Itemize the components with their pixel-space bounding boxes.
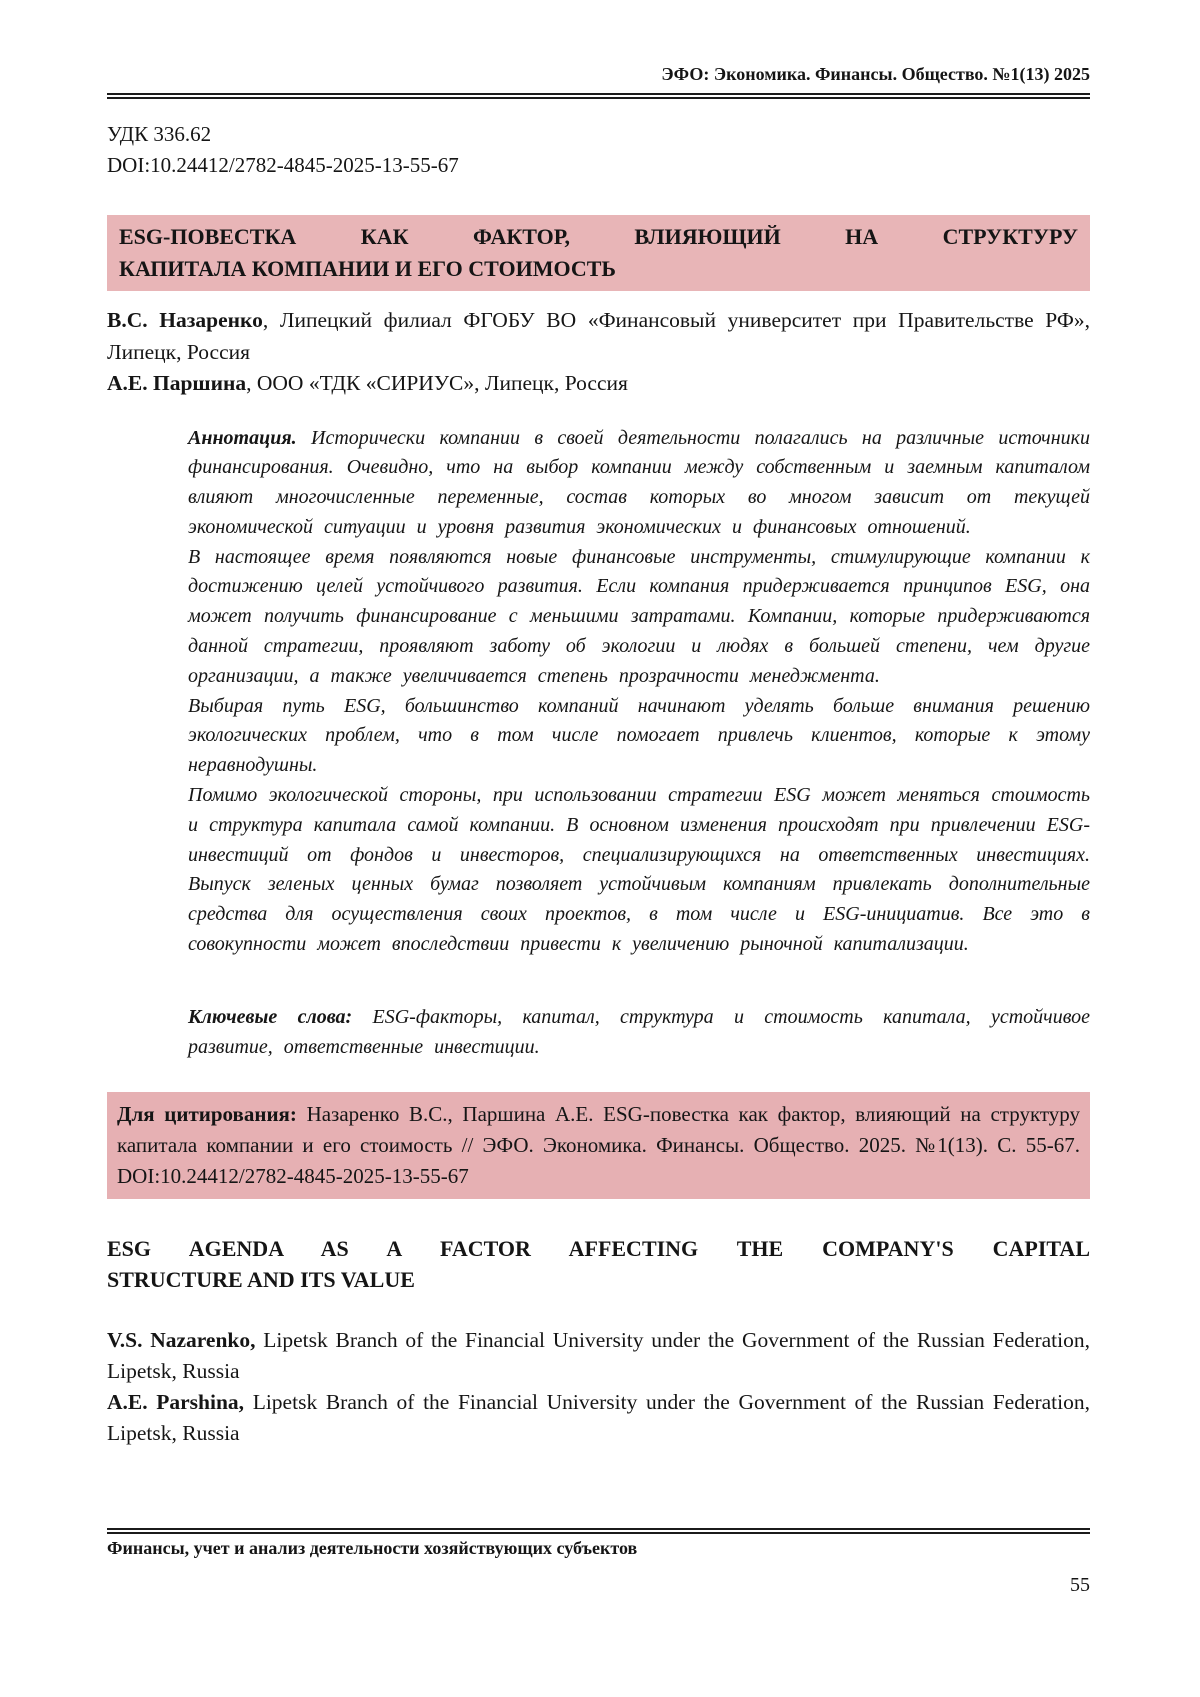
keywords-label: Ключевые слова: bbox=[188, 1005, 353, 1028]
journal-header: ЭФО: Экономика. Финансы. Общество. №1(13) 2025 bbox=[661, 64, 1090, 84]
author-ru-1 bbox=[107, 305, 1090, 368]
page-footer bbox=[107, 1528, 1090, 1597]
keywords-text: ESG-факторы, капитал, структура и стоимость капитала, устойчивое развитие, ответственные инвестиции. bbox=[188, 1005, 1091, 1058]
citation-label: Для цитирования: bbox=[117, 1101, 297, 1126]
article-title-en-line-1: ESG AGENDA AS A FACTOR AFFECTING THE COMPANY'S CAPITAL bbox=[107, 1235, 1090, 1261]
author-en-1 bbox=[107, 1325, 1090, 1387]
author-ru-2 bbox=[107, 368, 1090, 400]
author-en-2-affiliation: Lipetsk Branch of the Financial University under the Government of the Russian Federation, Lipetsk, Russia bbox=[107, 1389, 1091, 1445]
citation-text: Назаренко В.С., Паршина А.Е. ESG-повестка как фактор, влияющий на структуру капитала компании и его стоимость // ЭФО. Экономика. Финансы. Общество. 2025. №1(13). С. 55-67. DOI:10.24412/2782-4845-2025-13-55-67 bbox=[117, 1101, 1080, 1188]
article-title-en bbox=[107, 1233, 1090, 1295]
author-ru-1-affiliation: , Липецкий филиал ФГОБУ ВО «Финансовый университет при Правительстве РФ», Липецк, Россия bbox=[107, 308, 1090, 364]
footer-section-title: Финансы, учет и анализ деятельности хозяйствующих субъектов bbox=[107, 1538, 638, 1558]
citation-block bbox=[107, 1092, 1090, 1199]
author-ru-1-name: В.С. Назаренко bbox=[107, 308, 263, 332]
abstract-paragraph-1 bbox=[188, 424, 1090, 543]
page-number: 55 bbox=[1070, 1574, 1090, 1596]
abstract-block bbox=[188, 424, 1090, 960]
doi-code: DOI:10.24412/2782-4845-2025-13-55-67 bbox=[107, 153, 459, 177]
abstract-paragraph-2: В настоящее время появляются новые финансовые инструменты, стимулирующие компании к достижению целей устойчивого развития. Если компания придерживается принципов ESG, она может получить финансирование с меньшими затратами. Компании, которые придерживаются данной стратегии, проявляют заботу об экологии и людях в большей степени, чем другие организации, а также увеличивается степень прозрачности менеджмента. bbox=[188, 545, 1090, 687]
author-en-1-name: V.S. Nazarenko, bbox=[107, 1327, 256, 1352]
abstract-paragraph-4: Помимо экологической стороны, при использовании стратегии ESG может меняться стоимость и структура капитала самой компании. В основном изменения происходят при привлечении ESG-инвестиций от фондов и инвесторов, специализирующихся на ответственных инвестициях. Выпуск зеленых ценных бумаг позволяет устойчивым компаниям привлекать дополнительные средства для осуществления своих проектов, в том числе и ESG-инициатив. Все это в совокупности может впоследствии привести к увеличению рыночной капитализации. bbox=[188, 784, 1090, 956]
author-en-1-affiliation: Lipetsk Branch of the Financial University under the Government of the Russian Federation, Lipetsk, Russia bbox=[107, 1327, 1090, 1383]
abstract-paragraph-1-text: Исторически компании в своей деятельности полагались на различные источники финансирования. Очевидно, что на выбор компании между собственным и заемным капиталом влияют многочисленные переменные, состав которых во многом зависит от текущей экономической ситуации и уровня развития экономических и финансовых отношений. bbox=[188, 426, 1091, 538]
author-en-2 bbox=[107, 1387, 1090, 1449]
keywords-block bbox=[188, 1002, 1090, 1062]
authors-en bbox=[107, 1325, 1090, 1449]
footer-rule bbox=[107, 1528, 1090, 1534]
article-title-en-line-2: STRUCTURE AND ITS VALUE bbox=[107, 1266, 415, 1292]
author-ru-2-name: А.Е. Паршина bbox=[107, 371, 247, 395]
abstract-paragraph-3: Выбирая путь ESG, большинство компаний начинают уделять больше внимания решению экологических проблем, что в том числе помогает привлечь клиентов, которые к этому неравнодушны. bbox=[188, 694, 1090, 777]
abstract-label: Аннотация. bbox=[188, 426, 297, 449]
author-ru-2-affiliation: , ООО «ТДК «СИРИУС», Липецк, Россия bbox=[246, 371, 628, 395]
article-title-ru-line-2: КАПИТАЛА КОМПАНИИ И ЕГО СТОИМОСТЬ bbox=[119, 256, 616, 281]
authors-ru bbox=[107, 305, 1090, 400]
header-rule bbox=[107, 93, 1090, 99]
udk-code: УДК 336.62 bbox=[107, 122, 212, 146]
article-title-ru bbox=[107, 215, 1090, 291]
article-meta bbox=[107, 119, 1090, 181]
author-en-2-name: A.E. Parshina, bbox=[107, 1389, 245, 1414]
article-title-ru-line-1: ESG-ПОВЕСТКА КАК ФАКТОР, ВЛИЯЮЩИЙ НА СТРУКТУРУ bbox=[119, 224, 1078, 249]
